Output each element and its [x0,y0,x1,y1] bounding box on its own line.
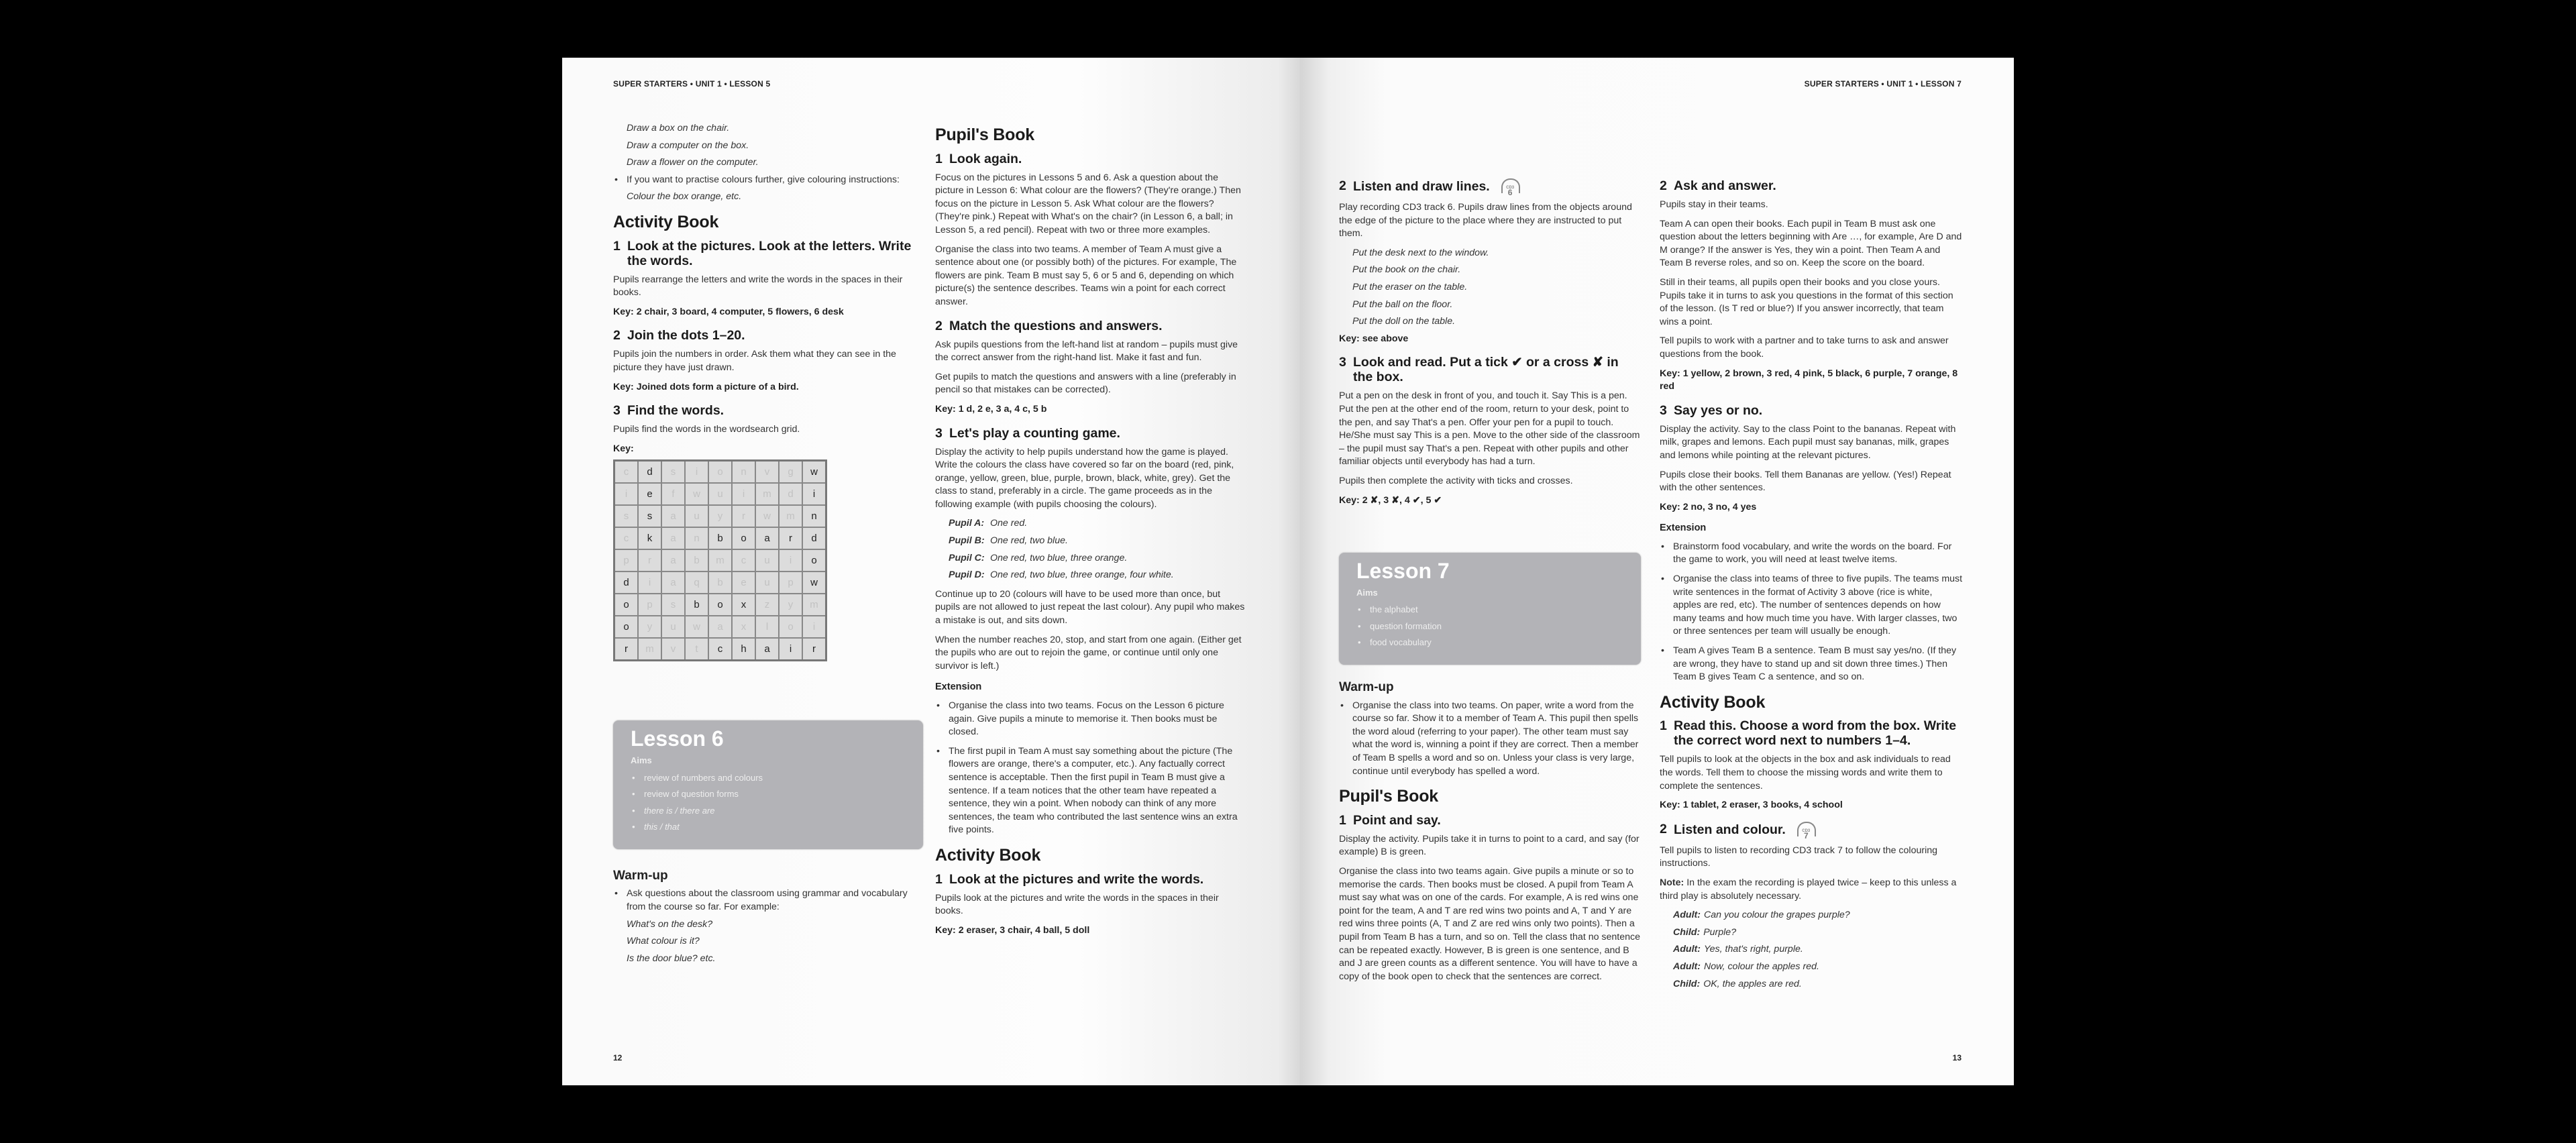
activity-body: Pupils rearrange the letters and write the words in the spaces in their books. [613,274,903,298]
running-head: SUPER STARTERS • UNIT 1 • LESSON 7 [1804,79,1962,89]
activity-body: Put a pen on the desk in front of you, and touch it. Say This is a pen. Put the pen at the other end of the room, return to your desk, point to the pen, and say That's a pen. Offer your pen for a pupil to touch. He/She must say This is a pen. Move to the other side of the classroom – the pupil must say That's a pen. Repeat with other pupils and other familiar objects until everybody has had a turn. [1339,390,1640,468]
answer-key: Key: 2 ✘, 3 ✘, 4 ✔, 5 ✔ [1339,494,1442,506]
instruction-lines: Put the desk next to the window. Put the book on the chair. Put the eraser on the table. Put the ball on the floor. Put the doll on the table. [1352,247,1489,327]
grid-cell: i [780,550,802,571]
page-number: 13 [1952,1053,1962,1063]
activity-title: 2 Join the dots 1–20. [613,328,745,343]
grid-cell: d [780,484,802,504]
activity-title: 2 Listen and colour. CD3 7 [1660,822,1963,839]
section-heading-pupils-book: Pupil's Book [935,125,1035,144]
answer-key: Key: Joined dots form a picture of a bird. [613,381,799,392]
warmup-heading: Warm-up [613,868,668,883]
grid-cell: i [615,484,637,504]
aims-list: • the alphabet • question formation • food vocabulary [1356,603,1623,649]
activity-body: Tell pupils to look at the objects in the box and ask individuals to read the words. Tell them to choose the missing words and write them to complete the sentences. [1660,754,1951,792]
grid-cell: p [780,572,802,593]
grid-cell: c [615,528,637,549]
aims-list: • review of numbers and colours • review of question forms • there is / there are • this / that [631,771,906,834]
activity-body: Pupils find the words in the wordsearch grid. [613,424,800,435]
activity-body: Pupils join the numbers in order. Ask them what they can see in the picture they have just drawn. [613,349,896,373]
grid-cell: n [686,528,708,549]
activity-body: Tell pupils to work with a partner and to take turns to ask and answer questions from the book. [1660,335,1949,360]
right-column-1 [1339,117,1641,989]
activity-body: Focus on the pictures in Lessons 5 and 6. Ask a question about the picture in Lesson 6: What colour are the flowers? (They're orange.) Then focus on the picture in Lesson 5. Ask What colour are the flowers? (They're pink.) Repeat with What's on the chair? (in Lesson 6, a ball; in Lesson 5, a red pencil). Repeat with two or three more examples. [935,172,1241,235]
activity-body: When the number reaches 20, stop, and start from one again. (Either get the pupils who are out to rejoin the game, or continue until only one survivor is left.) [935,634,1242,671]
activity-title: 2 Ask and answer. [1660,178,1776,193]
grid-cell: m [780,506,802,527]
grid-cell: a [756,639,778,659]
grid-cell: b [686,594,708,615]
aims-label: Aims [631,755,652,765]
grid-cell: c [709,639,731,659]
grid-cell: s [639,506,661,527]
right-column-2 [1660,117,1963,997]
grid-cell: d [639,461,661,482]
instruction-line: Draw a flower on the computer. [627,157,759,168]
activity-body: Organise the class into two teams again. Give pupils a minute or so to memorise the cards. Then books must be closed. A pupil from Team A must say what was on one of the cards. For example, A is red wins one point for the team, A and T are red wins two points and A, T and Y are red wins three points (A, T and Z are red wins only two points). Then a pupil from Team B has a turn, and so on. Tell the class that no sentence can be repeated exactly. However, B is green is one sentence, and B and J are green counts as a different sentence. You will have to have a copy of the book open to check that the sentences are correct. [1339,866,1641,982]
grid-cell: a [662,506,684,527]
answer-key: Key: see above [1339,333,1409,344]
grid-cell: d [615,572,637,593]
activity-body: Pupils close their books. Tell them Bananas are yellow. (Yes!) Repeat with the other sentences. [1660,469,1951,494]
grid-cell: i [803,616,825,637]
grid-cell: i [686,461,708,482]
grid-cell: c [615,461,637,482]
activity-body: Organise the class into two teams. A member of Team A must give a sentence about one (or possibly both) of the pictures. For example, The flowers are pink. Team B must say 5, 6 or 5 and 6, depending on which picture(s) the sentence describes. Teams win a point for each correct answer. [935,243,1237,307]
lesson-title: Lesson 6 [631,726,724,751]
grid-cell: o [709,461,731,482]
activity-body: Pupils then complete the activity with ticks and crosses. [1339,475,1573,486]
answer-key: Key: [613,443,634,454]
page-number: 12 [613,1053,623,1063]
activity-title: 1 Look at the pictures. Look at the letters. Write the words. [613,238,912,268]
grid-cell: a [756,528,778,549]
activity-body: Display the activity. Pupils take it in turns to point to a card, and say (for example) B is green. [1339,833,1640,858]
section-heading-activity-book: Activity Book [1660,692,1766,712]
answer-key: Key: 1 yellow, 2 brown, 3 red, 4 pink, 5 black, 6 purple, 7 orange, 8 red [1660,368,1958,392]
grid-cell: e [639,484,661,504]
activity-body: Still in their teams, all pupils open their books and you close yours. Pupils take it in turns to ask you questions in the format of this section of the lesson. (Is T red or blue?) If you answer incorrectly, that team wins a point. [1660,276,1953,327]
grid-cell: o [780,616,802,637]
answer-key: Key: 1 d, 2 e, 3 a, 4 c, 5 b [935,403,1047,415]
activity-body: Get pupils to match the questions and answers with a line (preferably in pencil so that mistakes can be corrected). [935,371,1236,396]
activity-title: 1 Read this. Choose a word from the box. Write the correct word next to numbers 1–4. [1660,718,1957,749]
grid-cell: r [733,506,755,527]
grid-cell: q [686,572,708,593]
grid-cell: p [639,594,661,615]
activity-body: Display the activity. Say to the class Point to the bananas. Repeat with milk, grapes and lemons. Each pupil must say bananas, milk, grapes and lemons while pointing at the relevant pictures. [1660,423,1956,461]
lesson-7-box [1339,553,1641,665]
colouring-bullet: • If you want to practise colours further, give colouring instructions: Colour the box orange, etc. [613,174,923,204]
grid-cell: i [733,484,755,504]
recording-dialog: Adult: Can you colour the grapes purple? Child: Purple? Adult: Yes, that's right, purple. Adult: Now, colour the apples red. Child: OK, the apples are red. [1673,910,1850,989]
grid-cell: n [803,506,825,527]
answer-key: Key: 2 eraser, 3 chair, 4 ball, 5 doll [935,924,1090,936]
grid-cell: r [615,639,637,659]
grid-cell: e [733,572,755,593]
grid-cell: f [662,484,684,504]
grid-cell: v [662,639,684,659]
grid-cell: o [709,594,731,615]
grid-cell: p [615,550,637,571]
grid-cell: c [733,550,755,571]
grid-cell: z [756,594,778,615]
activity-title: 3 Find the words. [613,403,724,419]
grid-cell: o [615,594,637,615]
grid-cell: o [615,616,637,637]
extension-heading: Extension [1660,523,1707,534]
left-column-1 [613,122,923,971]
example-line: Colour the box orange, etc. [627,191,742,203]
grid-cell: a [662,550,684,571]
grid-cell: s [662,461,684,482]
grid-cell: u [756,572,778,593]
grid-cell: w [803,572,825,593]
activity-title: 2 Match the questions and answers. [935,318,1163,333]
answer-key: Key: 1 tablet, 2 eraser, 3 books, 4 school [1660,800,1843,811]
grid-cell: d [803,528,825,549]
headphones-cd-icon: CD3 6 [1500,178,1520,196]
grid-cell: u [756,550,778,571]
grid-cell: y [709,506,731,527]
section-heading-pupils-book: Pupil's Book [1339,787,1439,806]
running-head: SUPER STARTERS • UNIT 1 • LESSON 5 [613,79,771,89]
activity-title: 3 Say yes or no. [1660,402,1763,418]
grid-cell: y [639,616,661,637]
activity-title: 3 Let's play a counting game. [935,425,1120,441]
lesson-6-box [613,720,923,849]
grid-cell: a [662,528,684,549]
grid-cell: y [780,594,802,615]
grid-cell: v [756,461,778,482]
grid-cell: m [639,639,661,659]
warmup-bullets: • Ask questions about the classroom using grammar and vocabulary from the course so far. For example: What's on the desk? What colour is it? Is the door blue? etc. [613,887,923,965]
grid-cell: a [662,572,684,593]
grid-cell: m [756,484,778,504]
aims-label: Aims [1356,587,1378,598]
grid-cell: o [803,550,825,571]
instruction-line: Draw a computer on the box. [627,140,749,151]
grid-cell: i [803,484,825,504]
grid-cell: u [709,484,731,504]
activity-body: Display the activity to help pupils understand how the game is played. Write the colours the class have covered so far on the board (red, pink, orange, yellow, green, blue, purple, brown, black, white, grey). Get the class to stand, preferably in a circle. The game proceeds as in the following example (with pupils choosing the colours). [935,446,1234,510]
grid-cell: b [709,528,731,549]
counting-dialog: Pupil A: One red. Pupil B: One red, two blue. Pupil C: One red, two blue, three orange. Pupil D: One red, two blue, three orange, four white. [949,518,1174,581]
lesson-title: Lesson 7 [1356,559,1450,584]
grid-cell: m [709,550,731,571]
grid-cell: r [780,528,802,549]
section-heading-activity-book: Activity Book [935,845,1041,865]
activity-body: Tell pupils to listen to recording CD3 track 7 to follow the colouring instructions. [1660,845,1938,869]
grid-cell: g [780,461,802,482]
instruction-line: Draw a box on the chair. [627,123,730,133]
grid-cell: r [639,550,661,571]
activity-body: Continue up to 20 (colours will have to be used more than once, but pupils are not allowed to just repeat the last colour). Any pupil who makes a mistake is out, and sits down. [935,588,1245,627]
extension-heading: Extension [935,682,982,693]
grid-cell: u [662,616,684,637]
grid-cell: w [686,616,708,637]
grid-cell: s [662,594,684,615]
grid-cell: o [733,528,755,549]
activity-title: 3 Look and read. Put a tick ✔ or a cross ✘ in the box. [1339,355,1619,385]
activity-body: Play recording CD3 track 6. Pupils draw lines from the objects around the edge of the picture to the place where they are instructed to put them. [1339,202,1632,239]
grid-cell: b [709,572,731,593]
extension-bullets: • Brainstorm food vocabulary, and write the words on the board. For the game to work, you will need at least twelve items. • Organise the class into teams of three to five pupils. The teams must write sentences in the format of Activity 3 above (rice is white, apples are red, etc). The number of sentences depends on how many teams and how much time you have. With larger classes, two or three sentences per team will usually be enough. • Team A gives Team B a sentence. Team B must say yes/no. (If they are wrong, they have to stand up and sit down three times.) Then Team B gives Team C a sentence, and so on. [1660,541,1963,684]
grid-cell: i [780,639,802,659]
left-page [562,58,1300,1085]
grid-cell: l [756,616,778,637]
activity-title: 1 Look at the pictures and write the words. [935,871,1204,887]
activity-body: Pupils look at the pictures and write the words in the spaces in their books. [935,892,1219,917]
activity-title: 2 Listen and draw lines. CD3 6 [1339,178,1641,196]
grid-cell: h [733,639,755,659]
grid-cell: r [803,639,825,659]
warmup-heading: Warm-up [1339,680,1394,695]
warmup-bullets: • Organise the class into two teams. On paper, write a word from the course so far. Show it to a member of Team A. This pupil then spells the word aloud (referring to your paper). The other team must say what the word is, winning a point if they are correct. Then a member of Team B spells a word and so on. Unless your class is very large, continue until everybody has spelled a word. [1339,700,1641,779]
grid-cell: w [756,506,778,527]
activity-body: Team A can open their books. Each pupil in Team B must ask one question about the letters beginning with Are …, for example, Are D and M orange? If the answer is Yes, they win a point. Then Team A and Team B reverse roles, and so on. Keep the score on the board. [1660,218,1962,269]
grid-cell: i [639,572,661,593]
grid-cell: t [686,639,708,659]
right-page [1300,58,2014,1085]
left-column-2 [935,117,1245,943]
grid-cell: w [686,484,708,504]
grid-cell: s [615,506,637,527]
grid-cell: m [803,594,825,615]
activity-title: 1 Point and say. [1339,812,1441,828]
extension-bullets: • Organise the class into two teams. Focus on the Lesson 6 picture again. Give pupils a minute to memorise it. Then books must be closed. • The first pupil in Team A must say something about the picture (The flowers are orange, there's a computer, etc.). Any factually correct sentence is acceptable. Then the first pupil in Team B must give a sentence. If a team notices that the other team have repeated a sentence, they win a point. When nobody can think of any more sentences, the team who contributed the last sentence wins an extra five points. [935,700,1245,837]
answer-key: Key: 2 chair, 3 board, 4 computer, 5 flowers, 6 desk [613,306,844,317]
grid-cell: x [733,616,755,637]
note: Note: In the exam the recording is played twice – keep to this unless a third play is absolutely necessary. [1660,877,1957,902]
draw-instructions [613,122,923,170]
wordsearch-grid [613,459,827,661]
grid-cell: u [686,506,708,527]
headphones-cd-icon: CD3 7 [1796,822,1816,839]
grid-cell: w [803,461,825,482]
activity-title: 1 Look again. [935,151,1022,166]
grid-cell: k [639,528,661,549]
section-heading-activity-book: Activity Book [613,212,719,231]
grid-cell: b [686,550,708,571]
grid-cell: n [733,461,755,482]
activity-body: Pupils stay in their teams. [1660,199,1768,210]
answer-key: Key: 2 no, 3 no, 4 yes [1660,501,1757,512]
grid-cell: a [709,616,731,637]
grid-cell: x [733,594,755,615]
activity-body: Ask pupils questions from the left-hand list at random – pupils must give the correct answer from the right-hand list. Make it fast and fun. [935,339,1238,364]
